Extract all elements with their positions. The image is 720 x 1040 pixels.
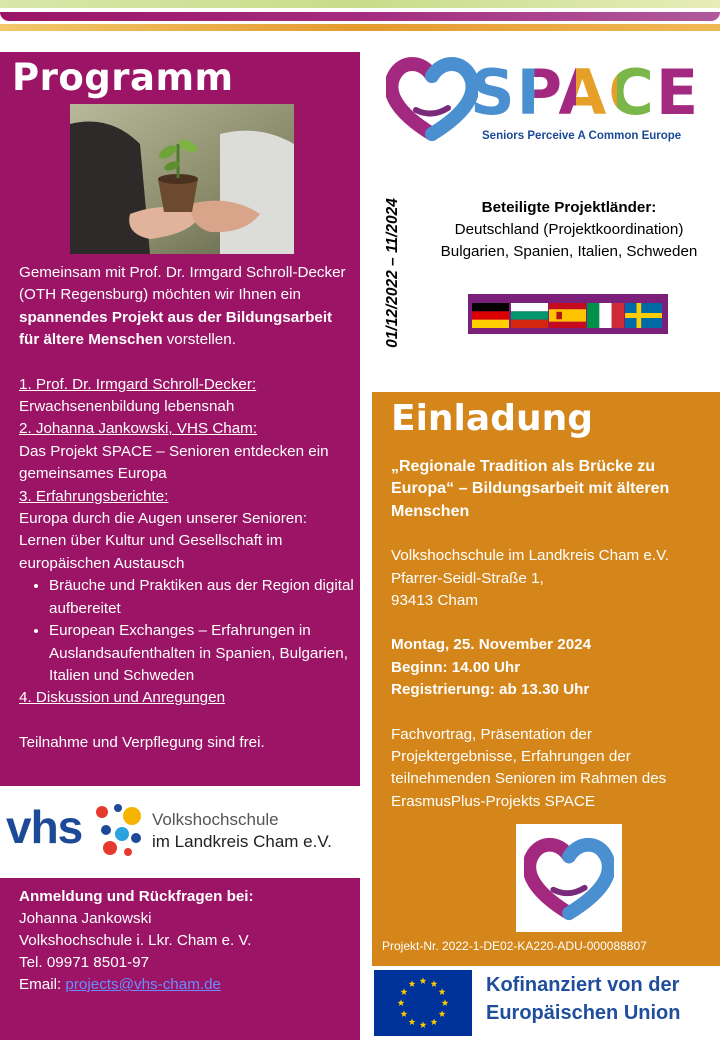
heart-hands-icon (524, 834, 614, 922)
header-stripe-purple (0, 12, 720, 21)
programm-title: Programm (12, 56, 234, 99)
flag-bulgaria-icon (511, 303, 548, 328)
programm-footer: Teilnahme und Verpflegung sind frei. (19, 733, 265, 751)
programm-intro: Gemeinsam mit Prof. Dr. Irmgard Schroll-Decker (OTH Regensburg) möchten wir Ihnen ein spannendes Projekt aus der Bildungsarbeit für ältere Menschen vorstellen. (19, 264, 346, 349)
eu-line1: Kofinanziert von der (486, 974, 680, 996)
contact-tel: Tel. 09971 8501-97 (19, 954, 150, 971)
einladung-title: Einladung (391, 398, 593, 439)
agenda-item-3-text: Europa durch die Augen unserer Senioren: Lernen über Kultur und Gesellschaft im europäischen Austausch (19, 510, 307, 572)
event-description: Fachvortrag, Präsentation der Projektergebnisse, Erfahrungen der teilnehmenden Senioren im Rahmen des ErasmusPlus-Projekts SPACE (391, 725, 667, 810)
space-heart-icon (386, 54, 478, 142)
programm-text (19, 262, 355, 754)
venue-line1: Volkshochschule im Landkreis Cham e.V. (391, 547, 670, 565)
agenda-item-3-head: 3. Erfahrungsberichte: (19, 487, 169, 505)
einladung-subtitle: „Regionale Tradition als Brücke zu Europa“ – Bildungsarbeit mit älteren Menschen (391, 458, 670, 520)
eu-funding-logo (372, 966, 720, 1040)
agenda-item-1-head: 1. Prof. Dr. Irmgard Schroll-Decker: (19, 375, 257, 393)
vhs-dots-icon (92, 802, 144, 858)
event-date: Montag, 25. November 2024 (391, 636, 592, 654)
space-heart-logo-small (516, 824, 622, 932)
project-number: Projekt-Nr. 2022-1-DE02-KA220-ADU-000088807 (382, 939, 647, 953)
space-logo-text: SPACE (470, 56, 701, 129)
contact-panel (0, 878, 360, 1040)
venue-line2: Pfarrer-Seidl-Straße 1, (391, 569, 544, 587)
agenda-bullets (19, 575, 355, 687)
agenda-bullet: • European Exchanges – Erfahrungen in Auslandsaufenthalten in Spanien, Bulgarien, Italien und Schweden (49, 620, 355, 687)
agenda-item-2-head: 2. Johanna Jankowski, VHS Cham: (19, 420, 258, 438)
agenda-item-4-head: 4. Diskussion und Anregungen (19, 689, 226, 707)
contact-name: Johanna Jankowski (19, 910, 152, 927)
eu-line2: Europäischen Union (486, 1002, 681, 1024)
flag-sweden-icon (625, 303, 662, 328)
agenda-bullet: • Bräuche und Praktiken aus der Region digital aufbereitet (49, 575, 355, 620)
vhs-brand: vhs (6, 801, 83, 853)
event-registration: Registrierung: ab 13.30 Uhr (391, 681, 590, 699)
project-dates: 01/12/2022 – 11/2024 (384, 198, 401, 348)
agenda-item-2-text: Das Projekt SPACE – Senioren entdecken ein gemeinsames Europa (19, 442, 329, 483)
space-logo (386, 54, 701, 146)
programm-panel (0, 52, 360, 786)
countries-heading: Beteiligte Projektländer: (481, 199, 657, 216)
countries-line1: Deutschland (Projektkoordination) (454, 221, 684, 238)
vhs-line1: Volkshochschule (152, 810, 279, 829)
flag-italy-icon (587, 303, 624, 328)
vhs-line2: im Landkreis Cham e.V. (152, 832, 332, 851)
event-start: Beginn: 14.00 Uhr (391, 658, 521, 676)
contact-email-row: Email: projects@vhs-cham.de (19, 976, 221, 993)
header-stripe-green (0, 0, 720, 8)
vhs-logo (0, 786, 360, 878)
countries-block (420, 197, 718, 263)
flag-germany-icon (472, 303, 509, 328)
seedling-hands-photo (70, 104, 294, 254)
contact-email-link[interactable]: projects@vhs-cham.de (65, 976, 221, 993)
einladung-text (391, 456, 711, 813)
space-tagline: Seniors Perceive A Common Europe (482, 130, 682, 142)
flags-bar (468, 294, 668, 334)
flag-spain-icon (549, 303, 586, 328)
agenda-item-1-text: Erwachsenenbildung lebensnah (19, 398, 235, 416)
contact-org: Volkshochschule i. Lkr. Cham e. V. (19, 932, 252, 949)
contact-heading: Anmeldung und Rückfragen bei: (19, 888, 254, 905)
header-stripe-orange (0, 24, 720, 31)
eu-flag-icon (374, 970, 472, 1036)
countries-line2: Bulgarien, Spanien, Italien, Schweden (440, 243, 698, 260)
venue-line3: 93413 Cham (391, 592, 478, 610)
